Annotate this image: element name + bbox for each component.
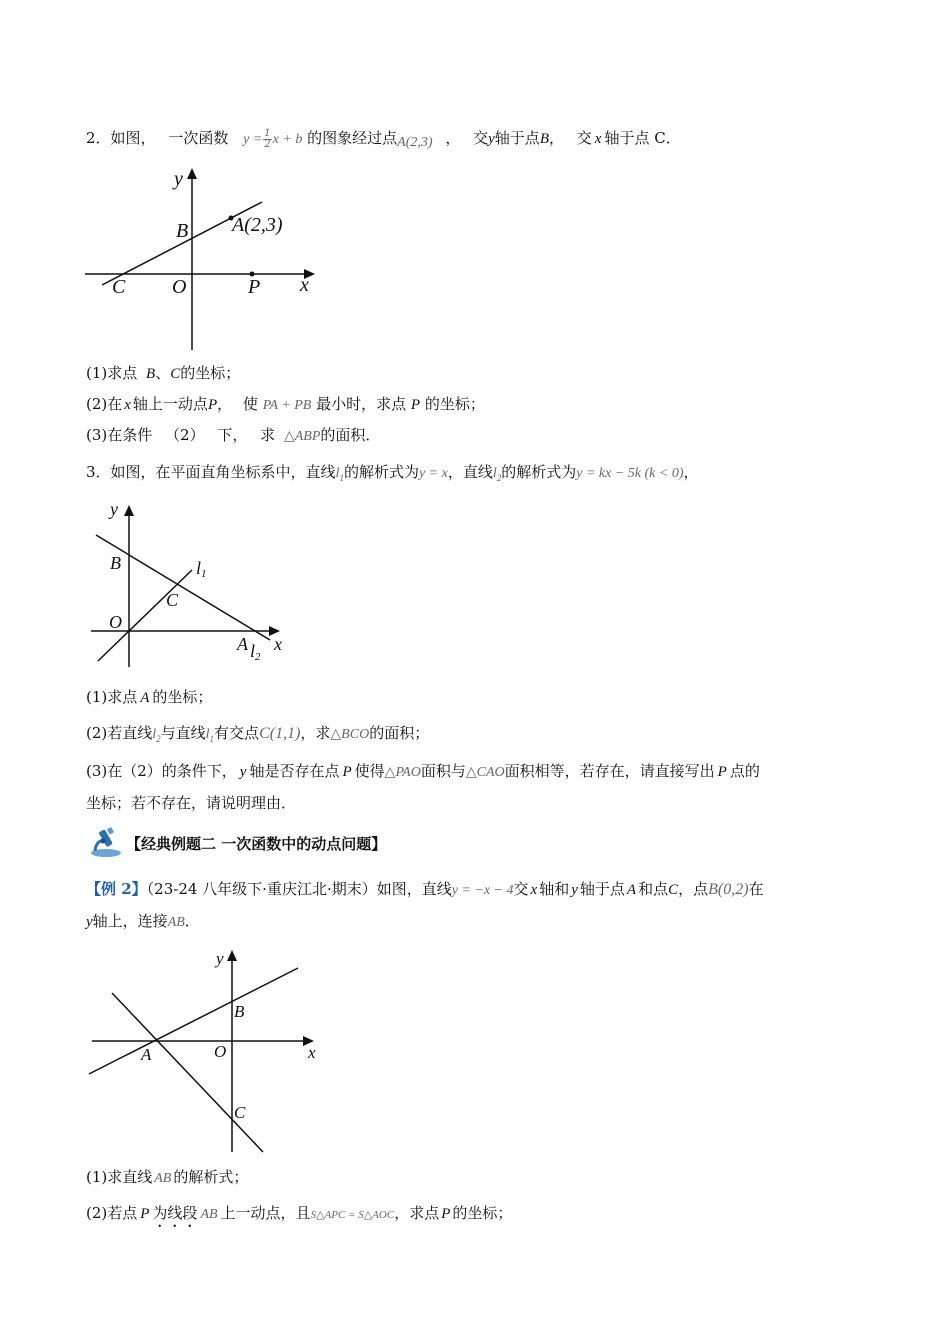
label-x: x xyxy=(308,1043,316,1062)
text: 轴于点 xyxy=(494,129,540,147)
subscript: 1 xyxy=(339,473,344,483)
text: 、 xyxy=(155,364,171,382)
example-tag: 【例 2】 xyxy=(86,880,147,898)
text: ，点 xyxy=(678,880,709,898)
var: y xyxy=(571,882,578,898)
var: P xyxy=(342,764,352,780)
label-l2-letter: l xyxy=(250,641,256,661)
var: P xyxy=(207,397,218,413)
text: 的图象经过点 xyxy=(307,129,398,147)
var-l2: l xyxy=(492,466,497,481)
math: C(1,1) xyxy=(259,725,301,742)
label-o: O xyxy=(109,612,122,632)
var: P xyxy=(140,1206,150,1222)
text: (2)在 xyxy=(86,395,123,413)
var: l xyxy=(152,727,157,742)
text: 点的 xyxy=(729,762,760,780)
text: 面积相等，若存在，请直接写出 xyxy=(504,762,715,780)
text: 的坐标； xyxy=(424,395,485,413)
math: △CAO xyxy=(465,765,505,780)
var-b: B xyxy=(539,131,549,147)
label-l2-sub: 2 xyxy=(255,651,261,663)
microscope-icon xyxy=(86,826,122,858)
text: 使得 xyxy=(354,762,385,780)
var: P xyxy=(717,764,727,780)
label-l1-letter: l xyxy=(196,558,202,578)
label-b: B xyxy=(110,553,121,573)
label-y: y xyxy=(174,168,183,190)
label-o: O xyxy=(172,276,187,298)
p2-question-2 xyxy=(86,393,485,417)
var: l xyxy=(205,727,210,742)
var: B xyxy=(146,366,156,382)
text: 交 xyxy=(473,129,489,147)
math: AB xyxy=(154,1171,172,1186)
equation-rhs: x + b xyxy=(272,132,303,147)
text: (1)求点 xyxy=(86,688,138,706)
text: (1)求直线 xyxy=(86,1168,153,1186)
example-2-line-2 xyxy=(86,906,866,938)
label-l1-sub: 1 xyxy=(201,568,207,580)
fraction-denominator: 2 xyxy=(264,138,271,150)
math: y = −x − 4 xyxy=(451,883,514,898)
text: ，直线 xyxy=(447,463,493,481)
label-x: x xyxy=(300,274,309,296)
fraction xyxy=(263,129,271,150)
text: 交 xyxy=(513,880,529,898)
text: 的解析式为 xyxy=(343,463,419,481)
problem-3-statement xyxy=(86,461,699,489)
math: S△APC = S△AOC xyxy=(310,1209,395,1221)
var: P xyxy=(410,397,421,413)
subscript: 2 xyxy=(496,473,502,483)
text: 的面积． xyxy=(320,426,381,444)
text: 面积与 xyxy=(420,762,466,780)
p2-question-3 xyxy=(86,424,380,448)
equation-lhs: y = xyxy=(243,132,263,147)
point-a-math: A(2,3) xyxy=(397,135,433,150)
label-c: C xyxy=(112,276,126,298)
ex2-question-2 xyxy=(86,1202,512,1231)
label-y: y xyxy=(216,949,224,968)
y-axis-arrow xyxy=(227,950,237,961)
figure-problem-2 xyxy=(80,165,330,355)
var: x xyxy=(530,882,538,898)
subscript: 1 xyxy=(209,734,215,744)
line-l2 xyxy=(96,535,270,640)
label-l1 xyxy=(196,558,207,580)
text: 的解析式为 xyxy=(501,463,577,481)
text: 和点 xyxy=(638,880,669,898)
label-y: y xyxy=(110,499,118,519)
fraction-numerator: 1 xyxy=(264,127,271,139)
y-axis-arrow xyxy=(187,168,197,179)
text: 轴和 xyxy=(539,880,570,898)
var: C xyxy=(170,366,181,382)
p3-question-3-cont xyxy=(86,792,296,814)
text: ， xyxy=(445,129,461,147)
text: 与直线 xyxy=(160,724,206,742)
math: AB xyxy=(200,1207,218,1222)
math: AB xyxy=(167,915,185,930)
var: P xyxy=(441,1206,451,1222)
text-emphasized: 为线段 xyxy=(152,1204,198,1222)
var: y xyxy=(239,764,247,780)
text: 有交点 xyxy=(214,724,260,742)
text: (2)若直线 xyxy=(86,724,153,742)
label-x: x xyxy=(274,634,282,654)
text: 轴上一动点 xyxy=(132,395,208,413)
var: x xyxy=(124,397,131,413)
figure-example-2 xyxy=(86,944,326,1159)
ex2-question-1 xyxy=(86,1166,248,1190)
text: (1)求点 xyxy=(86,364,138,382)
text: ， xyxy=(217,395,233,413)
label-b: B xyxy=(234,1002,245,1021)
text: 轴是否存在点 xyxy=(249,762,340,780)
p3-question-1 xyxy=(86,686,212,709)
label-a: A xyxy=(237,634,248,654)
text: 的坐标； xyxy=(152,688,213,706)
text: 上一动点，且 xyxy=(220,1204,311,1222)
math: PA + PB xyxy=(262,398,312,413)
text: ，求 xyxy=(300,724,331,742)
text: 的面积； xyxy=(369,724,430,742)
text: 求 xyxy=(260,426,276,444)
text: 一次函数 xyxy=(168,129,229,147)
var: A xyxy=(140,690,150,706)
text: （2） xyxy=(165,426,205,444)
label-c: C xyxy=(234,1103,246,1122)
math: y = x xyxy=(418,466,448,481)
label-o: O xyxy=(214,1042,227,1061)
label-p: P xyxy=(248,276,261,298)
line-ab xyxy=(89,968,298,1074)
math: △ABP xyxy=(283,429,321,444)
text: 在 xyxy=(748,880,764,898)
y-axis-arrow xyxy=(124,505,134,516)
var-y: y xyxy=(488,131,495,147)
text: 的坐标； xyxy=(180,364,241,382)
text: ，求点 xyxy=(394,1204,440,1222)
text: ． xyxy=(184,912,200,930)
text: 交 xyxy=(576,129,592,147)
label-b: B xyxy=(176,220,189,242)
text: （23-24 八年级下·重庆江北·期末）如图，直线 xyxy=(146,880,452,898)
text: 轴上，连接 xyxy=(92,912,168,930)
text: 使 xyxy=(242,395,258,413)
figure-problem-3 xyxy=(86,497,296,672)
var-l1: l xyxy=(335,466,340,481)
text: 的解析式； xyxy=(173,1168,249,1186)
section-title: 【经典例题二 一次函数中的动点问题】 xyxy=(126,835,387,853)
label-l2 xyxy=(250,641,261,663)
text: (3)在条件 xyxy=(86,426,153,444)
p3-question-2 xyxy=(86,722,429,750)
text: 的坐标； xyxy=(452,1204,513,1222)
var-x: x xyxy=(594,131,602,147)
label-a: A xyxy=(141,1045,152,1064)
subscript: 2 xyxy=(156,734,161,744)
text: 3．如图，在平面直角坐标系中，直线 xyxy=(86,463,336,481)
math: △BCO xyxy=(330,727,370,742)
var: A xyxy=(626,882,637,898)
text: (2)若点 xyxy=(86,1204,138,1222)
math: B(0,2) xyxy=(708,881,749,898)
example-2-line-1 xyxy=(86,874,866,906)
text: (3)在（2）的条件下， xyxy=(86,762,237,780)
var: C xyxy=(668,882,679,898)
label-c: C xyxy=(166,590,179,610)
problem-number: 2．如图， xyxy=(86,129,156,147)
p3-question-3 xyxy=(86,760,760,784)
label-a: A(2,3) xyxy=(232,214,283,236)
text: ， xyxy=(683,463,699,481)
math: y = kx − 5k (k < 0) xyxy=(576,466,684,481)
problem-2-statement xyxy=(86,127,681,151)
text: 轴于点 C． xyxy=(604,129,681,147)
text: 轴于点 xyxy=(579,880,625,898)
math: △PAO xyxy=(384,765,421,780)
p2-question-1 xyxy=(86,362,240,385)
text: ， xyxy=(548,129,564,147)
text: 下， xyxy=(217,426,248,444)
text: 最小时，求点 xyxy=(316,395,407,413)
text: 坐标；若不存在，请说明理由． xyxy=(86,794,297,812)
example-2-statement xyxy=(86,874,866,938)
var: y xyxy=(86,914,93,930)
